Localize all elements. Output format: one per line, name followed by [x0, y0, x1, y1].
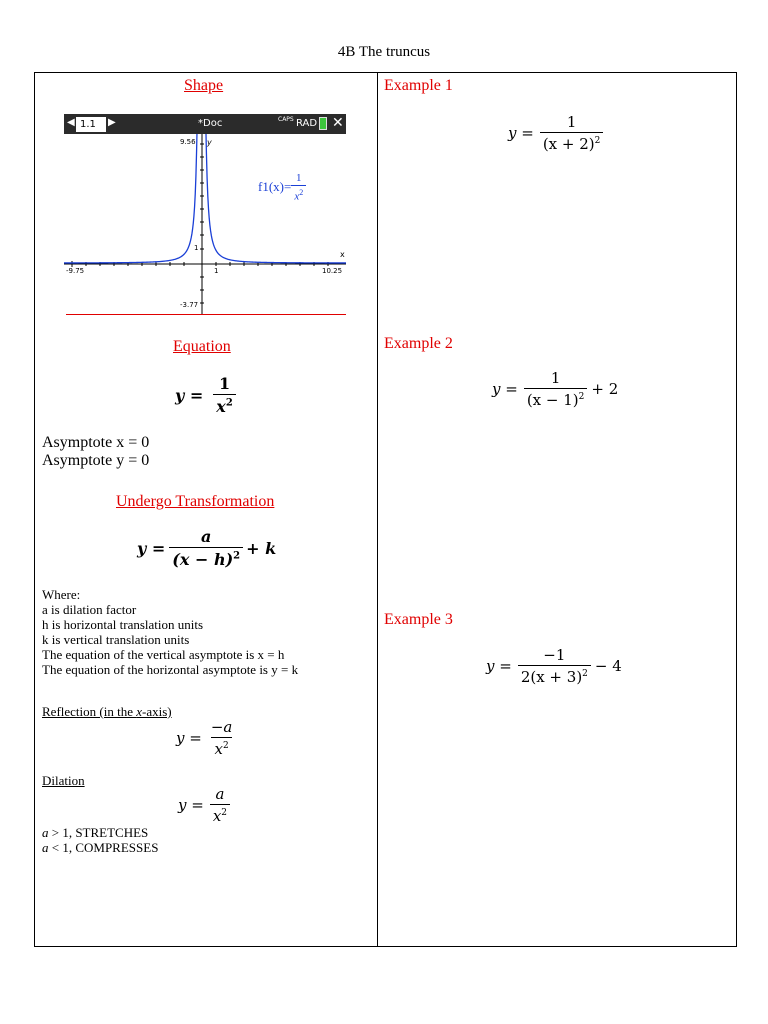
example3-heading: Example 3	[384, 611, 453, 628]
where-line: Where:	[42, 587, 81, 602]
transformation-heading: Undergo Transformation	[116, 493, 275, 510]
curve-left-branch	[64, 134, 197, 263]
mode-label: RAD	[296, 118, 318, 129]
example3-equation	[486, 646, 622, 686]
function-label-num: 1	[296, 172, 302, 184]
reflection-num: −a	[210, 718, 233, 736]
example1-num: 1	[566, 113, 577, 131]
function-label-exp: 2	[299, 188, 304, 197]
x-tick-label: 1	[214, 267, 219, 275]
x-min-label: -9.75	[66, 267, 85, 275]
example2-rhs: + 2	[591, 380, 619, 398]
column-divider	[377, 72, 378, 947]
dilation-equation	[178, 785, 230, 825]
dilation-exp: 2	[221, 808, 228, 818]
shape-heading: Shape	[184, 77, 224, 94]
caps-label: CAPS	[278, 116, 294, 123]
transformation-den: (x − h)	[172, 550, 234, 569]
x-axis-label: x	[340, 250, 345, 259]
example3-rhs: − 4	[594, 657, 622, 675]
reflection-heading-pre: Reflection (in the	[42, 704, 137, 719]
battery-icon	[319, 117, 327, 130]
reflection-exp: 2	[222, 741, 229, 751]
calculator-title-bar	[64, 114, 346, 134]
example3-den: 2(x + 3)	[520, 668, 583, 686]
dilation-line	[42, 825, 158, 840]
y-tick-label: 1	[194, 244, 199, 252]
asymptote-list	[42, 434, 149, 470]
example1-exp: 2	[594, 136, 601, 146]
reflection-heading	[42, 704, 172, 720]
transformation-lhs: y =	[137, 538, 166, 558]
dilation-heading: Dilation	[42, 773, 85, 788]
base-equation-exp: 2	[225, 397, 233, 409]
transformation-equation	[137, 527, 276, 569]
where-line: The equation of the horizontal asymptote is y = k	[42, 662, 299, 677]
calculator-screenshot	[64, 114, 346, 315]
example1-heading: Example 1	[384, 77, 453, 94]
reflection-den: x	[214, 740, 223, 758]
dilation-list	[42, 825, 158, 855]
dilation-num: a	[215, 785, 225, 803]
page-title: 4B The truncus	[337, 44, 431, 60]
transformation-num: a	[201, 527, 212, 546]
example1-lhs: y =	[508, 124, 534, 142]
example2-equation	[492, 369, 618, 409]
where-line: k is vertical translation units	[42, 632, 190, 647]
base-equation-lhs: y =	[175, 385, 204, 405]
example3-lhs: y =	[486, 657, 512, 675]
asymptote-horizontal: Asymptote y = 0	[42, 452, 150, 469]
dilation-text: < 1, COMPRESSES	[48, 840, 159, 855]
example2-lhs: y =	[492, 380, 518, 398]
example1-den: (x + 2)	[542, 135, 595, 153]
example3-num: −1	[543, 646, 566, 664]
function-label-lhs: f1(x)=	[258, 179, 292, 195]
transformation-exp: 2	[233, 550, 241, 562]
reflection-heading-var: x	[136, 704, 142, 719]
function-label	[258, 172, 306, 203]
asymptote-vertical: Asymptote x = 0	[42, 434, 150, 451]
base-equation-num: 1	[218, 374, 231, 393]
dilation-den: x	[212, 807, 222, 825]
where-line: The equation of the vertical asymptote is x = h	[42, 647, 285, 662]
example2-num: 1	[550, 369, 561, 387]
base-equation	[175, 374, 236, 416]
example2-den: (x − 1)	[526, 391, 579, 409]
y-max-label: 9.56	[180, 138, 196, 146]
calculator-tab: 1.1	[76, 117, 106, 132]
y-axis-label: y	[207, 138, 212, 147]
base-equation-den: x	[216, 397, 226, 416]
where-line: h is horizontal translation units	[42, 617, 204, 632]
doc-label: *Doc	[198, 118, 223, 129]
graph-area	[64, 134, 346, 314]
calculator-underline	[66, 314, 346, 315]
where-list	[42, 587, 298, 677]
reflection-equation	[176, 718, 235, 758]
dilation-lhs: y =	[178, 796, 204, 814]
chevron-left-icon: ◀	[67, 117, 75, 128]
dilation-var: a	[42, 825, 49, 840]
example2-exp: 2	[578, 392, 585, 402]
example3-exp: 2	[582, 669, 588, 679]
equation-heading: Equation	[173, 338, 231, 355]
example2-heading: Example 2	[384, 335, 453, 352]
chevron-right-icon: ▶	[108, 117, 116, 128]
x-max-label: 10.25	[322, 267, 343, 275]
example1-equation	[508, 113, 603, 153]
dilation-line	[42, 840, 158, 855]
close-icon: ✕	[332, 115, 344, 131]
function-label-den: x	[294, 190, 300, 203]
y-min-label: -3.77	[180, 301, 199, 309]
where-line: a is dilation factor	[42, 602, 137, 617]
transformation-rhs: + k	[246, 538, 277, 558]
reflection-lhs: y =	[176, 729, 202, 747]
dilation-var: a	[42, 840, 49, 855]
reflection-heading-post: -axis)	[142, 704, 172, 719]
dilation-text: > 1, STRETCHES	[48, 825, 149, 840]
